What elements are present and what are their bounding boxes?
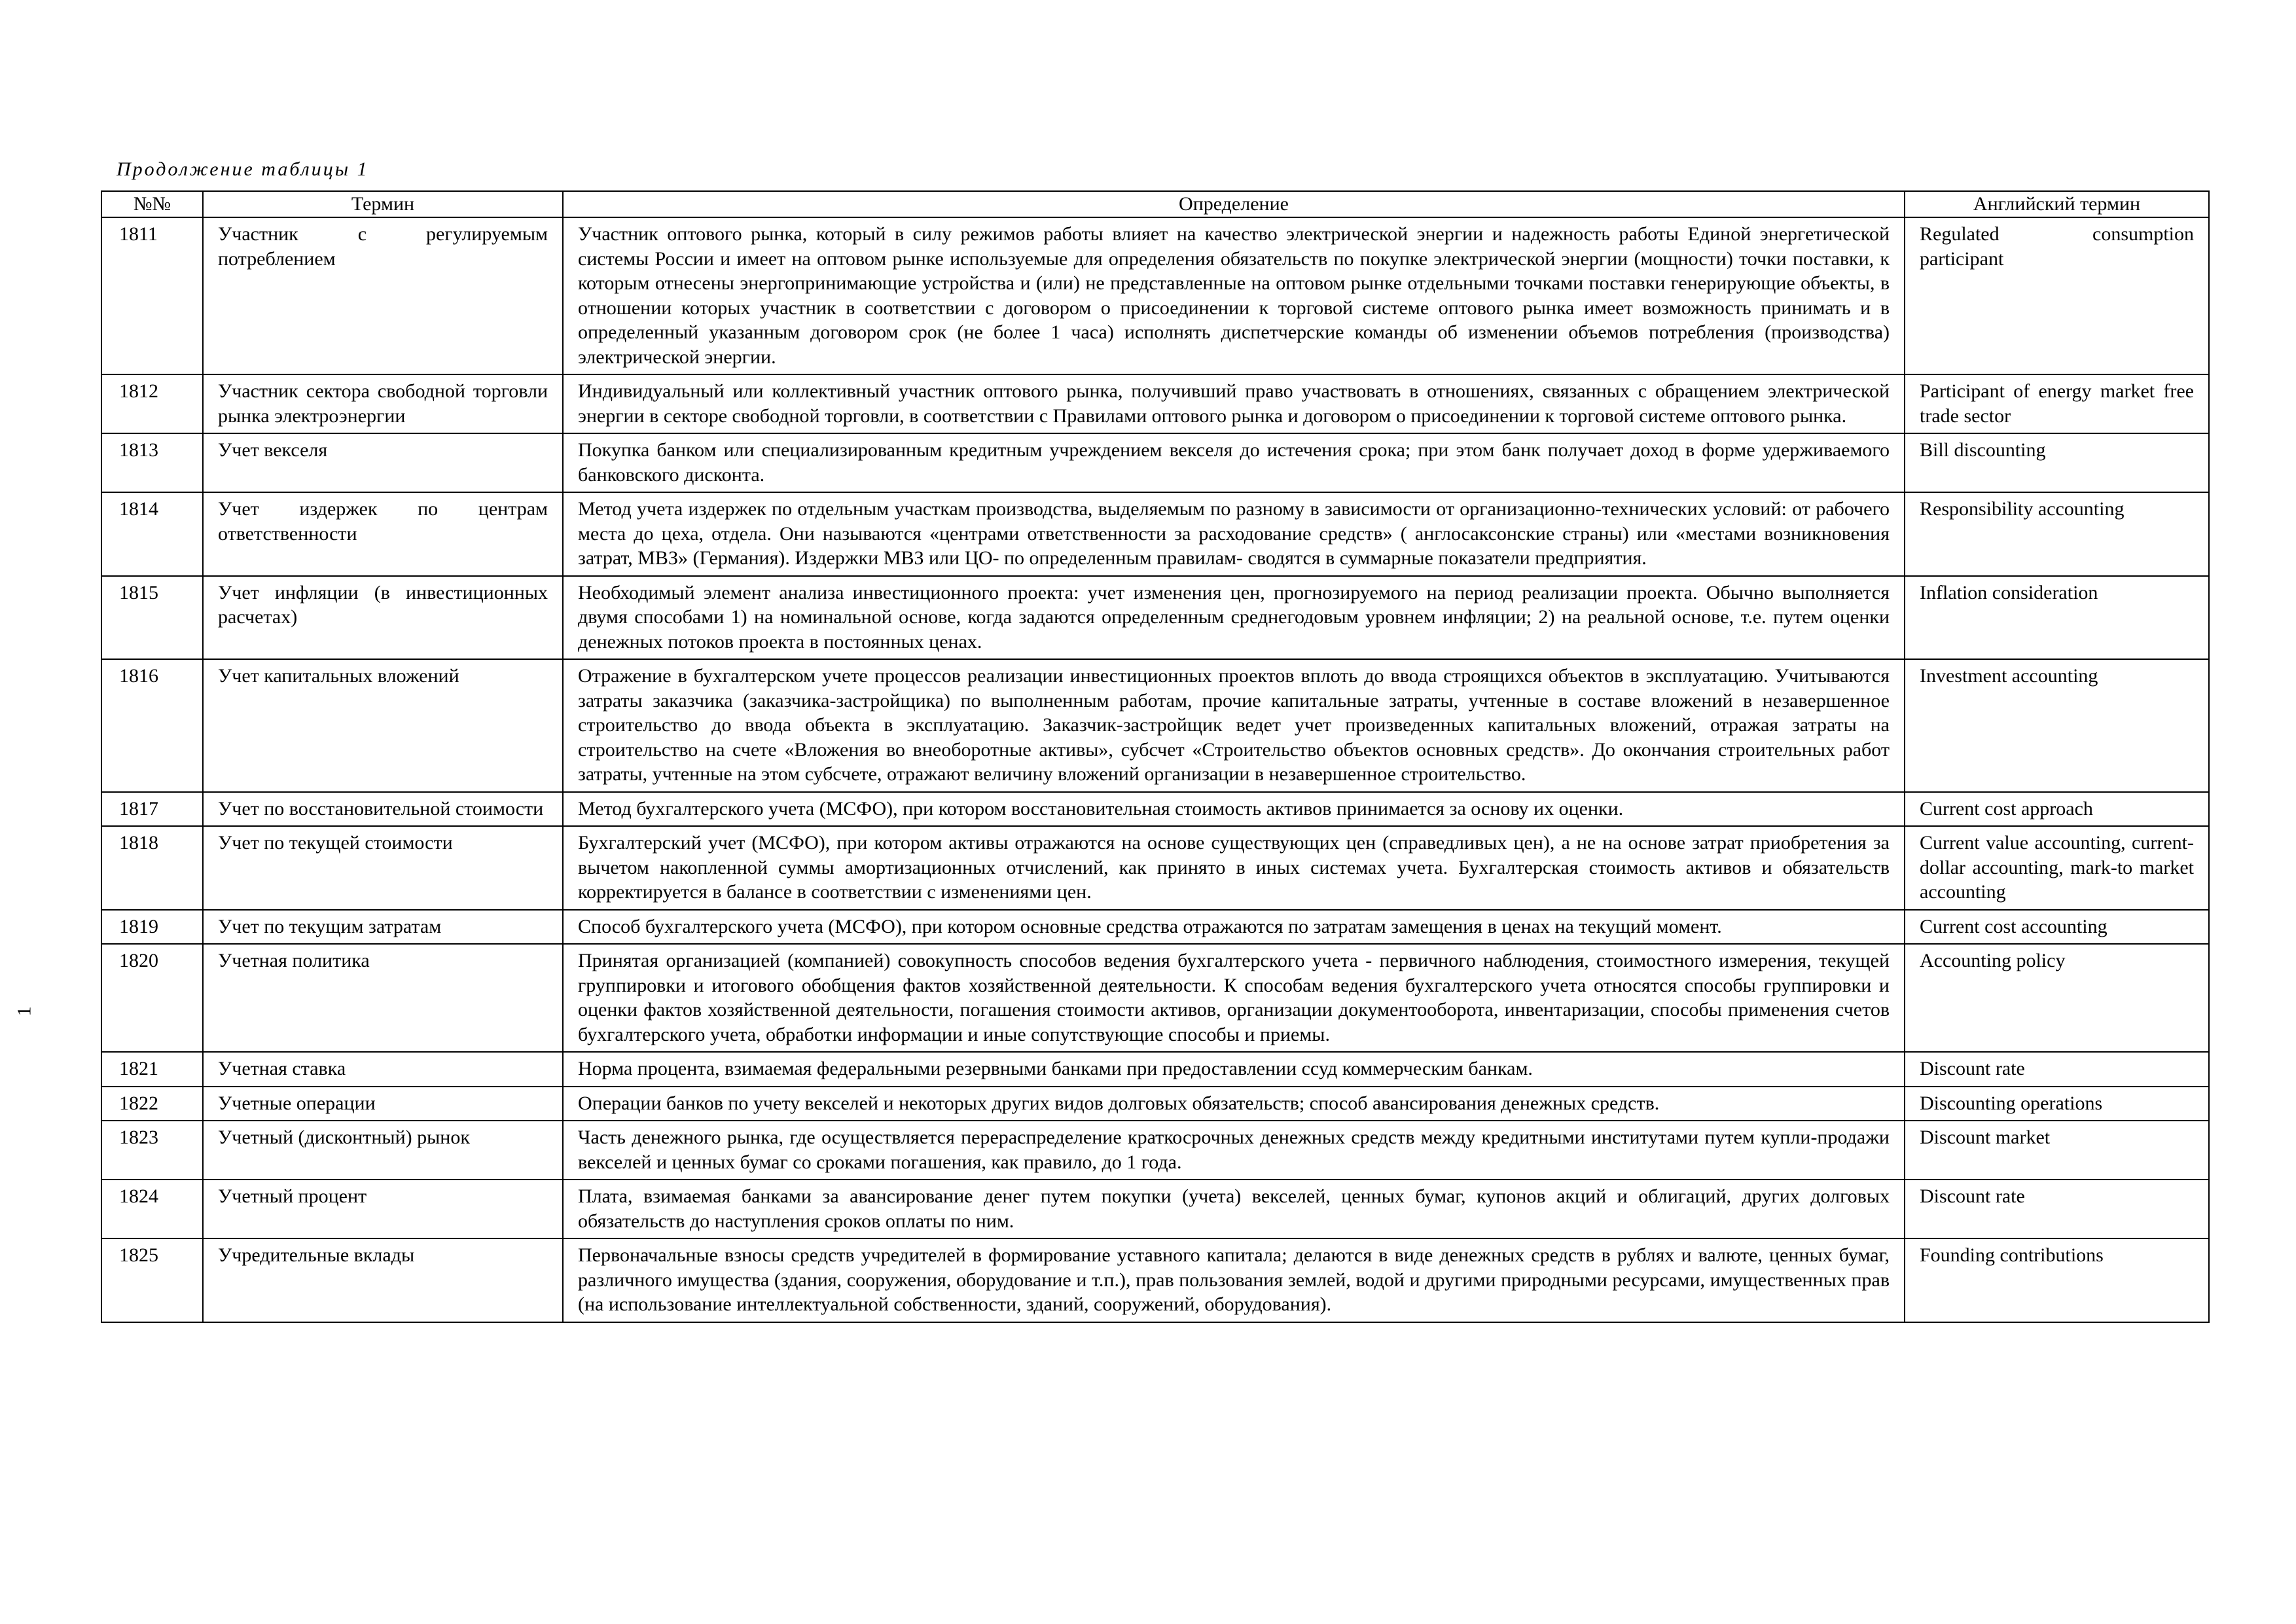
row-definition: Индивидуальный или коллективный участник оптового рынка, получивший право участвовать в отношениях, связанных с обращением электрической энергии в секторе свободной торговли, в соответствии с Правилами оптового рынка и договором о присоединении к торговой системе оптового рынка. bbox=[563, 374, 1905, 433]
row-term: Учет инфляции (в инвестиционных расчетах) bbox=[203, 576, 563, 660]
table-row bbox=[101, 792, 2209, 827]
row-definition: Плата, взимаемая банками за авансирование денег путем покупки (учета) векселей, ценных бумаг, купонов акций и облигаций, других долговых обязательств до наступления сроков оплаты по ним. bbox=[563, 1180, 1905, 1238]
row-term: Учетный процент bbox=[203, 1180, 563, 1238]
table-row bbox=[101, 1238, 2209, 1322]
row-english-term: Current value accounting, current-dollar accounting, mark-to market accounting bbox=[1905, 826, 2209, 910]
row-number: 1819 bbox=[101, 910, 203, 945]
row-definition: Метод бухгалтерского учета (МСФО), при котором восстановительная стоимость активов принимается за основу их оценки. bbox=[563, 792, 1905, 827]
table-row bbox=[101, 1180, 2209, 1238]
row-english-term: Responsibility accounting bbox=[1905, 492, 2209, 576]
row-english-term: Discount market bbox=[1905, 1121, 2209, 1180]
row-definition: Операции банков по учету векселей и некоторых других видов долговых обязательств; способ авансирования денежных средств. bbox=[563, 1087, 1905, 1121]
header-english: Английский термин bbox=[1905, 191, 2209, 217]
row-definition: Часть денежного рынка, где осуществляется перераспределение краткосрочных денежных средств между кредитными институтами путем купли-продажи векселей и ценных бумаг со сроками погашения, как правило, до 1 года. bbox=[563, 1121, 1905, 1180]
row-definition: Принятая организацией (компанией) совокупность способов ведения бухгалтерского учета - первичного наблюдения, стоимостного измерения, текущей группировки и итогового обобщения фактов хозяйственной деятельности. К способам ведения бухгалтерского учета относятся способы группировки и оценки фактов хозяйственной деятельности, погашения стоимости активов, организации документооборота, инвентаризации, способы применения счетов бухгалтерского учета, обработки информации и иные сопутствующие способы и приемы. bbox=[563, 944, 1905, 1052]
row-definition: Необходимый элемент анализа инвестиционного проекта: учет изменения цен, прогнозируемого на период реализации проекта. Обычно выполняется двумя способами 1) на номинальной основе, когда задаются определенным среднегодовым уровнем инфляции; 2) на реальной основе, т.е. путем оценки денежных потоков проекта в постоянных ценах. bbox=[563, 576, 1905, 660]
table-row bbox=[101, 374, 2209, 433]
row-term: Учет по текущей стоимости bbox=[203, 826, 563, 910]
row-english-term: Discounting operations bbox=[1905, 1087, 2209, 1121]
row-english-term: Bill discounting bbox=[1905, 433, 2209, 492]
row-number: 1815 bbox=[101, 576, 203, 660]
table-row bbox=[101, 659, 2209, 792]
table-row bbox=[101, 1052, 2209, 1087]
row-english-term: Current cost accounting bbox=[1905, 910, 2209, 945]
row-term: Учет издержек по центрам ответственности bbox=[203, 492, 563, 576]
row-definition: Способ бухгалтерского учета (МСФО), при котором основные средства отражаются по затратам замещения в ценах на текущий момент. bbox=[563, 910, 1905, 945]
table-row bbox=[101, 217, 2209, 374]
row-definition: Норма процента, взимаемая федеральными резервными банками при предоставлении ссуд коммерческим банкам. bbox=[563, 1052, 1905, 1087]
header-num: №№ bbox=[101, 191, 203, 217]
row-definition: Первоначальные взносы средств учредителей в формирование уставного капитала; делаются в виде денежных средств в рублях и валюте, ценных бумаг, различного имущества (здания, сооружения, оборудование и т.п.), прав пользования землей, водой и другими природными ресурсами, имущественных прав (на использование интеллектуальной собственности, зданий, сооружений, оборудования). bbox=[563, 1238, 1905, 1322]
row-term: Учредительные вклады bbox=[203, 1238, 563, 1322]
row-english-term: Current cost approach bbox=[1905, 792, 2209, 827]
row-number: 1822 bbox=[101, 1087, 203, 1121]
header-term: Термин bbox=[203, 191, 563, 217]
row-english-term: Discount rate bbox=[1905, 1180, 2209, 1238]
row-term: Участник сектора свободной торговли рынка электроэнергии bbox=[203, 374, 563, 433]
row-term: Учет по восстановительной стоимости bbox=[203, 792, 563, 827]
row-definition: Отражение в бухгалтерском учете процессов реализации инвестиционных проектов вплоть до ввода строящихся объектов в эксплуатацию. Учитываются затраты заказчика (заказчика-застройщика) по выполненным работам, прочие капитальные затраты, учтенные в составе вложений в незавершенное строительство до ввода объекта в эксплуатацию. Заказчик-застройщик ведет учет произведенных капитальных вложений, отражая затраты на строительство на счете «Вложения во внеоборотные активы», субсчет «Строительство объектов основных средств». До окончания строительных работ затраты, учтенные на этом субсчете, отражают величину вложений организации в незавершенное строительство. bbox=[563, 659, 1905, 792]
row-english-term: Regulated consumption participant bbox=[1905, 217, 2209, 374]
row-term: Учетная политика bbox=[203, 944, 563, 1052]
row-number: 1818 bbox=[101, 826, 203, 910]
row-definition: Бухгалтерский учет (МСФО), при котором активы отражаются на основе существующих цен (справедливых цен), а не на основе затрат приобретения за вычетом накопленной суммы амортизационных отчислений, как принято в иных системах учета. Бухгалтерская стоимость активов и обязательств корректируется в балансе в соответствии с изменениями цен. bbox=[563, 826, 1905, 910]
row-number: 1820 bbox=[101, 944, 203, 1052]
row-term: Учетный (дисконтный) рынок bbox=[203, 1121, 563, 1180]
row-definition: Покупка банком или специализированным кредитным учреждением векселя до истечения срока; при этом банк получает доход в форме удерживаемого банковского дисконта. bbox=[563, 433, 1905, 492]
row-term: Участник с регулируемым потреблением bbox=[203, 217, 563, 374]
table-row bbox=[101, 910, 2209, 945]
table-header-row bbox=[101, 191, 2209, 217]
row-term: Учетная ставка bbox=[203, 1052, 563, 1087]
table-row bbox=[101, 944, 2209, 1052]
table-caption: Продолжение таблицы 1 bbox=[117, 158, 369, 180]
row-number: 1813 bbox=[101, 433, 203, 492]
row-number: 1814 bbox=[101, 492, 203, 576]
table-row bbox=[101, 433, 2209, 492]
row-english-term: Accounting policy bbox=[1905, 944, 2209, 1052]
row-number: 1825 bbox=[101, 1238, 203, 1322]
row-term: Учет векселя bbox=[203, 433, 563, 492]
header-definition: Определение bbox=[563, 191, 1905, 217]
table-row bbox=[101, 576, 2209, 660]
row-term: Учет по текущим затратам bbox=[203, 910, 563, 945]
row-english-term: Investment accounting bbox=[1905, 659, 2209, 792]
row-definition: Участник оптового рынка, который в силу режимов работы влияет на качество электрической энергии и надежность работы Единой энергетической системы России и имеет на оптовом рынке используемые для определения обязательств по покупке электрической энергии (мощности) точки поставки, к которым отнесены энергопринимающие устройства и (или) не представленные на оптовом рынке отдельными точками поставки генерирующие объекты, в отношении которых участник в соответствии с договором о присоединении к торговой системе оптового рынка имеет возможность принимать и в определенный указанным договором срок (не более 1 часа) исполнять диспетчерские команды об изменении объемов потребления (производства) электрической энергии. bbox=[563, 217, 1905, 374]
row-number: 1824 bbox=[101, 1180, 203, 1238]
page-number: 1 bbox=[13, 1006, 35, 1017]
table-row bbox=[101, 1121, 2209, 1180]
row-english-term: Founding contributions bbox=[1905, 1238, 2209, 1322]
row-definition: Метод учета издержек по отдельным участкам производства, выделяемым по разному в зависимости от организационно-технических условий: от рабочего места до цеха, отдела. Они называются «центрами ответственности за расходование средств» ( англосаксонские страны) или «местами возникновения затрат, МВЗ» (Германия). Издержки МВЗ или ЦО- по определенным правилам- сводятся в суммарные показатели предприятия. bbox=[563, 492, 1905, 576]
row-number: 1821 bbox=[101, 1052, 203, 1087]
row-number: 1823 bbox=[101, 1121, 203, 1180]
glossary-table bbox=[101, 190, 2210, 1323]
row-number: 1811 bbox=[101, 217, 203, 374]
row-term: Учетные операции bbox=[203, 1087, 563, 1121]
row-term: Учет капитальных вложений bbox=[203, 659, 563, 792]
row-number: 1817 bbox=[101, 792, 203, 827]
row-english-term: Discount rate bbox=[1905, 1052, 2209, 1087]
row-english-term: Inflation consideration bbox=[1905, 576, 2209, 660]
table-row bbox=[101, 826, 2209, 910]
row-number: 1812 bbox=[101, 374, 203, 433]
table-row bbox=[101, 492, 2209, 576]
row-english-term: Participant of energy market free trade sector bbox=[1905, 374, 2209, 433]
table-row bbox=[101, 1087, 2209, 1121]
row-number: 1816 bbox=[101, 659, 203, 792]
